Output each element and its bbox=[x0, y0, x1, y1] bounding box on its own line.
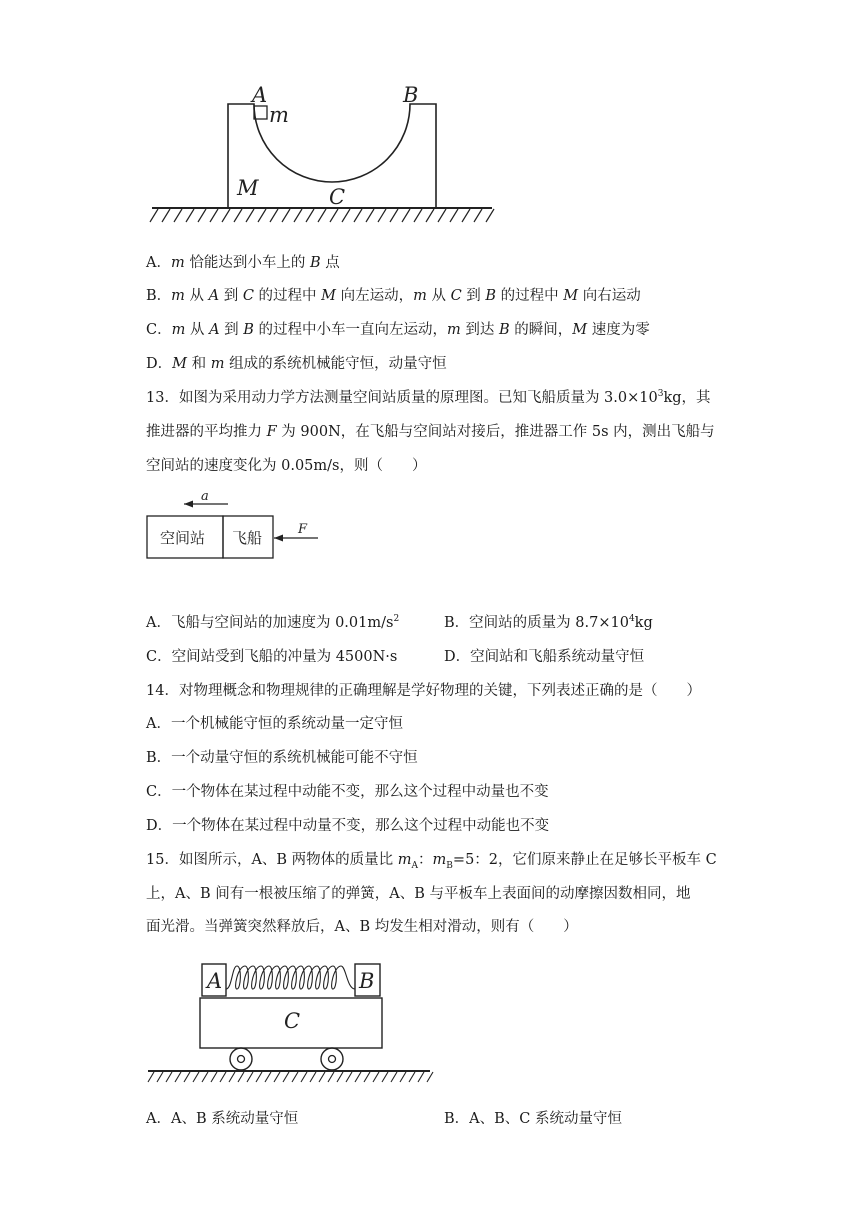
q12-option-c: C．m 从 A 到 B 的过程中小车一直向左运动，m 到达 B 的瞬间，M 速度为零 bbox=[146, 322, 650, 338]
q13-option-b: B．空间站的质量为 $8.7\times 10^4kg$ bbox=[444, 614, 653, 631]
q15-stem-line-2: 上，A、B 间有一根被压缩了的弹簧，A、B 与平板车上表面间的动摩擦因数相同，地 bbox=[146, 886, 691, 902]
q14-option-b: B．一个动量守恒的系统机械能可能不守恒 bbox=[146, 750, 418, 766]
q14-option-a: A．一个机械能守恒的系统动量一定守恒 bbox=[146, 716, 403, 732]
cart-C-label: C bbox=[284, 1009, 301, 1033]
q12-option-d: D．M 和 m 组成的系统机械能守恒，动量守恒 bbox=[146, 356, 447, 372]
block-A-label: A bbox=[207, 969, 223, 993]
q13-option-d: D．空间站和飞船系统动量守恒 bbox=[444, 649, 645, 665]
q12-option-a: A．m 恰能达到小车上的 B 点 bbox=[146, 255, 340, 271]
q13-stem-line-2: 推进器的平均推力 F 为 900N，在飞船与空间站对接后，推进器工作 5s 内，测出飞船与 bbox=[146, 424, 715, 440]
q15-option-a: A．A、B 系统动量守恒 bbox=[146, 1111, 299, 1127]
label-M: M bbox=[237, 176, 259, 200]
q13-option-c: C．空间站受到飞船的冲量为 4500N·s bbox=[146, 649, 398, 665]
q13-stem-line-3: 空间站的速度变化为 0.05m/s，则（ ） bbox=[146, 458, 427, 474]
label-B: B bbox=[403, 83, 419, 107]
space-station-figure bbox=[146, 488, 326, 563]
spring-cart-figure bbox=[146, 958, 436, 1088]
ship-label: 飞船 bbox=[232, 529, 263, 547]
q14-stem: 14．对物理概念和物理规律的正确理解是学好物理的关键，下列表述正确的是（ ） bbox=[146, 683, 701, 699]
q13-stem-line-1: 13．如图为采用动力学方法测量空间站质量的原理图。已知飞船质量为 $3.0\times 10^3kg$，其 bbox=[146, 389, 711, 406]
q14-option-c: C．一个物体在某过程中动能不变，那么这个过程中动量也不变 bbox=[146, 784, 549, 800]
q12-option-b: B．m 从 A 到 C 的过程中 M 向左运动，m 从 C 到 B 的过程中 M 向右运动 bbox=[146, 288, 641, 304]
q14-option-d: D．一个物体在某过程中动量不变，那么这个过程中动能也不变 bbox=[146, 818, 550, 834]
block-B-label: B bbox=[359, 969, 375, 993]
q15-option-b: B．A、B、C 系统动量守恒 bbox=[444, 1111, 622, 1127]
label-m: m bbox=[269, 103, 289, 127]
q13-option-a: A．飞船与空间站的加速度为 $0.01m/s^2$ bbox=[146, 614, 400, 631]
accel-label: a bbox=[201, 489, 209, 504]
label-A: A bbox=[252, 83, 268, 107]
label-C: C bbox=[329, 185, 346, 209]
q15-stem-line-1: 15．如图所示，A、B 两物体的质量比 $m_A$：$m_B=5$：2，它们原来静止在足够长平板车 C bbox=[146, 852, 717, 871]
half-pipe-cart-figure bbox=[148, 80, 498, 230]
q15-stem-line-3: 面光滑。当弹簧突然释放后，A、B 均发生相对滑动，则有（ ） bbox=[146, 919, 578, 935]
station-label: 空间站 bbox=[160, 529, 206, 547]
force-label: F bbox=[298, 522, 308, 537]
